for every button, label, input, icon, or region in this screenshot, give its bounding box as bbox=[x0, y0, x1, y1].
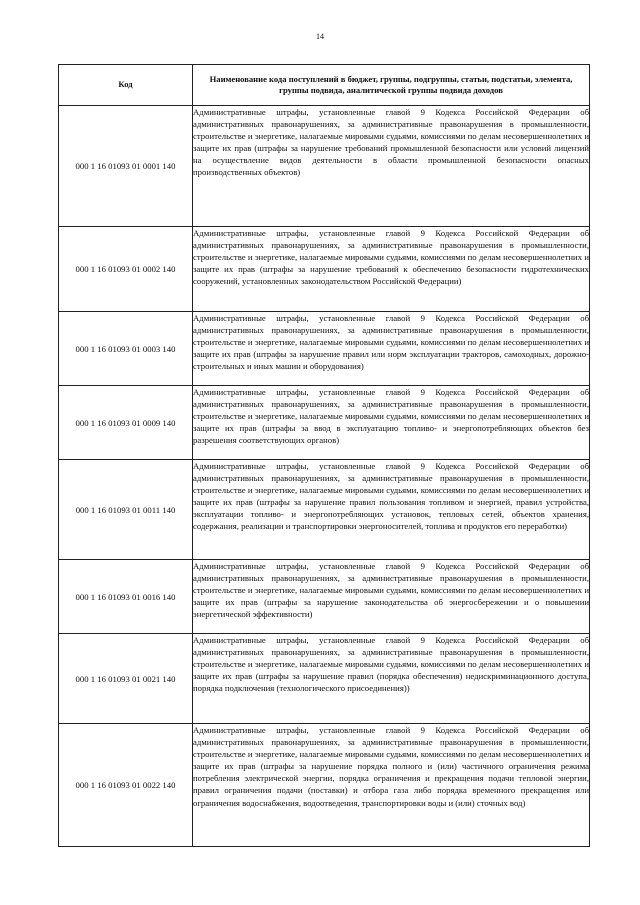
revenue-codes-table bbox=[58, 64, 590, 847]
row-code: 000 1 16 01093 01 0002 140 bbox=[59, 227, 193, 312]
row-code: 000 1 16 01093 01 0003 140 bbox=[59, 312, 193, 386]
table-header-row bbox=[59, 65, 590, 106]
row-name: Административные штрафы, установленные главой 9 Кодекса Российской Федерации об административных правонарушениях, за административные правонарушения в промышленности, строительстве и энергетике, налагаемые мировыми судьями, комиссиями по делам несовершеннолетних и защите их прав (штрафы за нарушение правил или норм эксплуатации тракторов, самоходных, дорожно-строительных и иных машин и оборудования) bbox=[193, 312, 590, 386]
row-code: 000 1 16 01093 01 0021 140 bbox=[59, 634, 193, 724]
header-code: Код bbox=[59, 65, 193, 106]
row-name: Административные штрафы, установленные главой 9 Кодекса Российской Федерации об административных правонарушениях, за административные правонарушения в промышленности, строительстве и энергетике, налагаемые мировыми судьями, комиссиями по делам несовершеннолетних и защите их прав (штрафы за нарушение правил (порядка обеспечения) недискриминационного доступа, порядка подключения (технологического присоединения)) bbox=[193, 634, 590, 724]
row-name: Административные штрафы, установленные главой 9 Кодекса Российской Федерации об административных правонарушениях, за административные правонарушения в промышленности, строительстве и энергетике, налагаемые мировыми судьями, комиссиями по делам несовершеннолетних и защите их прав (штрафы за нарушение порядка полного и (или) частичного ограничения режима потребления электрической энергии, порядка ограничения и прекращения подачи тепловой энергии, правил ограничения подачи (поставки) и отбора газа либо порядка временного прекращения или ограничения водоснабжения, водоотведения, транспортировки воды и (или) сточных вод) bbox=[193, 724, 590, 847]
row-code: 000 1 16 01093 01 0022 140 bbox=[59, 724, 193, 847]
row-code: 000 1 16 01093 01 0001 140 bbox=[59, 106, 193, 227]
row-name: Административные штрафы, установленные главой 9 Кодекса Российской Федерации об административных правонарушениях, за административные правонарушения в промышленности, строительстве и энергетике, налагаемые мировыми судьями, комиссиями по делам несовершеннолетних и защите их прав (штрафы за нарушение законодательства об энергосбережении и о повышении энергетической эффективности) bbox=[193, 560, 590, 634]
row-name: Административные штрафы, установленные главой 9 Кодекса Российской Федерации об административных правонарушениях, за административные правонарушения в промышленности, строительстве и энергетике, налагаемые мировыми судьями, комиссиями по делам несовершеннолетних и защите их прав (штрафы за ввод в эксплуатацию топливо- и энергопотребляющих объектов без разрешения соответствующих органов) bbox=[193, 386, 590, 460]
table-row bbox=[59, 106, 590, 227]
row-name: Административные штрафы, установленные главой 9 Кодекса Российской Федерации об административных правонарушениях, за административные правонарушения в промышленности, строительстве и энергетике, налагаемые мировыми судьями, комиссиями по делам несовершеннолетних и защите их прав (штрафы за нарушение требований промышленной безопасности или условий лицензий на осуществление видов деятельности в области промышленной безопасности опасных производственных объектов) bbox=[193, 106, 590, 227]
table-row bbox=[59, 227, 590, 312]
row-name: Административные штрафы, установленные главой 9 Кодекса Российской Федерации об административных правонарушениях, за административные правонарушения в промышленности, строительстве и энергетике, налагаемые мировыми судьями, комиссиями по делам несовершеннолетних и защите их прав (штрафы за нарушение требований к обеспечению безопасности гидротехнических сооружений, установленных законодательством Российской Федерации) bbox=[193, 227, 590, 312]
row-code: 000 1 16 01093 01 0016 140 bbox=[59, 560, 193, 634]
table-row bbox=[59, 724, 590, 847]
page-number: 14 bbox=[316, 32, 324, 41]
table-row bbox=[59, 634, 590, 724]
table-row bbox=[59, 560, 590, 634]
row-name: Административные штрафы, установленные главой 9 Кодекса Российской Федерации об административных правонарушениях, за административные правонарушения в промышленности, строительстве и энергетике, налагаемые мировыми судьями, комиссиями по делам несовершеннолетних и защите их прав (штрафы за нарушение правил пользования топливом и энергией, правил устройства, эксплуатации топливо- и энергопотребляющих установок, тепловых сетей, объектов хранения, содержания, реализации и транспортировки энергоносителей, топлива и продуктов его переработки) bbox=[193, 460, 590, 560]
row-code: 000 1 16 01093 01 0009 140 bbox=[59, 386, 193, 460]
header-name: Наименование кода поступлений в бюджет, группы, подгруппы, статьи, подстатьи, элемента, группы подвида, аналитической группы подвида доходов bbox=[193, 65, 590, 106]
row-code: 000 1 16 01093 01 0011 140 bbox=[59, 460, 193, 560]
table-row bbox=[59, 460, 590, 560]
table-row bbox=[59, 386, 590, 460]
table-row bbox=[59, 312, 590, 386]
